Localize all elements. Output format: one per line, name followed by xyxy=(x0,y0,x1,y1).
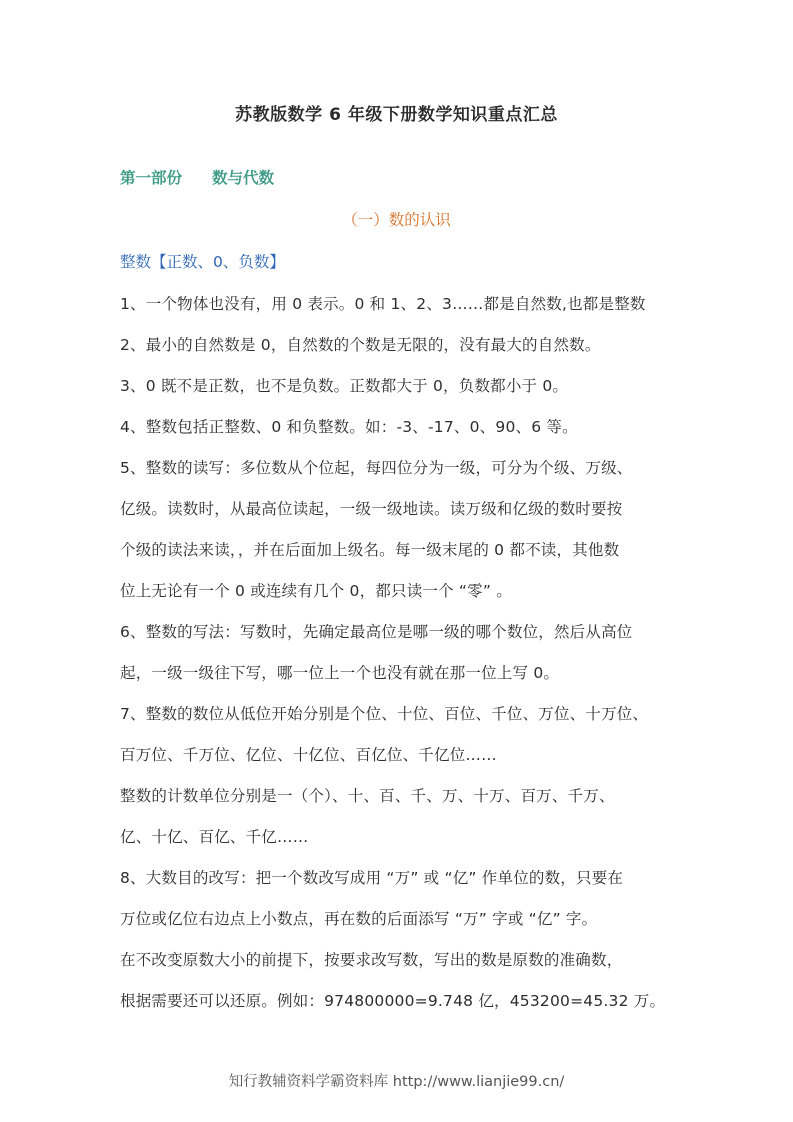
body-line: 7、整数的数位从低位开始分别是个位、十位、百位、千位、万位、十万位、 xyxy=(120,705,649,723)
body-line: 8、大数目的改写：把一个数改写成用 “万” 或 “亿” 作单位的数，只要在 xyxy=(120,869,624,887)
body-line: 3、0 既不是正数，也不是负数。正数都大于 0，负数都小于 0。 xyxy=(120,377,569,395)
part-label: 第一部份 xyxy=(120,169,183,187)
body-line: 1、一个物体也没有，用 0 表示。0 和 1、2、3……都是自然数,也都是整数 xyxy=(120,295,646,313)
body-line: 个级的读法来读，，并在后面加上级名。每一级末尾的 0 都不读，其他数 xyxy=(120,541,620,559)
part-name: 数与代数 xyxy=(212,169,275,187)
body-line: 根据需要还可以还原。例如：974800000=9.748 亿，453200=45.32 万。 xyxy=(120,992,666,1010)
body-line: 亿级。读数时，从最高位读起，一级一级地读。读万级和亿级的数时要按 xyxy=(120,500,623,518)
part-heading xyxy=(120,166,274,188)
body-line: 位上无论有一个 0 或连续有几个 0，都只读一个 “零” 。 xyxy=(120,582,512,600)
section-heading: （一）数的认识 xyxy=(342,211,451,229)
body-line: 2、最小的自然数是 0，自然数的个数是无限的，没有最大的自然数。 xyxy=(120,336,601,354)
body-line: 万位或亿位右边点上小数点，再在数的后面添写 “万” 字或 “亿” 字。 xyxy=(120,910,598,928)
body-line: 亿、十亿、百亿、千亿…… xyxy=(120,828,309,846)
body-line: 4、整数包括正整数、0 和负整数。如：-3、-17、0、90、6 等。 xyxy=(120,418,578,436)
subsection-heading: 整数【正数、0、负数】 xyxy=(120,253,285,271)
body-line: 百万位、千万位、亿位、十亿位、百亿位、千亿位…… xyxy=(120,746,497,764)
page-title: 苏教版数学 6 年级下册数学知识重点汇总 xyxy=(235,105,558,125)
footer-watermark: 知行教辅资料学霸资料库 http://www.lianjie99.cn/ xyxy=(228,1074,565,1090)
body-line: 在不改变原数大小的前提下，按要求改写数，写出的数是原数的准确数， xyxy=(120,951,623,969)
body-line: 5、整数的读写：多位数从个位起，每四位分为一级，可分为个级、万级、 xyxy=(120,459,633,477)
body-line: 6、整数的写法：写数时，先确定最高位是哪一级的哪个数位，然后从高位 xyxy=(120,623,633,641)
body-line: 起，一级一级往下写，哪一位上一个也没有就在那一位上写 0。 xyxy=(120,664,560,682)
body-line: 整数的计数单位分别是一（个）、十、百、千、万、十万、百万、千万、 xyxy=(120,787,615,805)
